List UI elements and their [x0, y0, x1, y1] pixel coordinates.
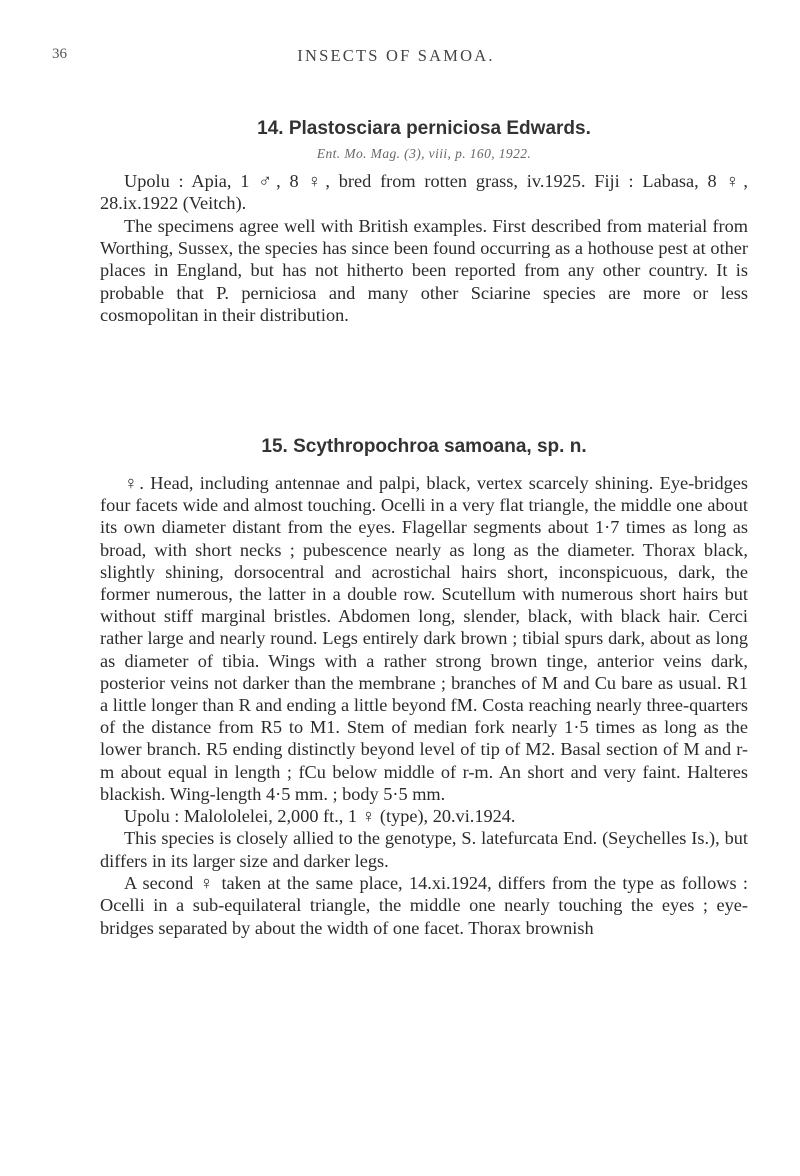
page-header	[52, 46, 740, 74]
species-heading: 14. Plastosciara perniciosa Edwards.	[257, 118, 591, 139]
affinity-paragraph: This species is closely allied to the genotype, S. latefurcata End. (Seychelles Is.), but differs in its larger size and darker legs.	[100, 828, 748, 871]
remarks-paragraph: The specimens agree well with British examples. First described from material from Worthing, Sussex, the species has since been found occurring as a hothouse pest at other places in England, but has not hitherto been reported from any other country. It is probable that P. perniciosa and many other Sciarine species are more or less cosmopolitan in their distribution.	[100, 215, 748, 326]
species-entry-14	[100, 118, 748, 326]
page-number: 36	[52, 46, 67, 62]
species-entry-15	[100, 436, 748, 939]
description-paragraph: ♀. Head, including antennae and palpi, black, vertex scarcely shining. Eye-bridges four facets wide and almost touching. Ocelli in a very flat triangle, the middle one about its own diameter distant from the eyes. Flagellar segments about 1·7 times as long as broad, with short necks ; pubescence nearly as long as the diameter. Thorax black, slightly shining, dorsocentral and acrostichal hairs short, inconspicuous, dark, the former numerous, the latter in a double row. Scutellum with numerous short hairs but without stiff marginal bristles. Abdomen long, slender, black, with black hair. Cerci rather large and nearly round. Legs entirely dark brown ; tibial spurs dark, about as long as diameter of tibia. Wings with a rather strong brown tinge, anterior veins dark, posterior veins not darker than the membrane ; branches of M and Cu bare as usual. R1 a little longer than R and ending a little beyond fM. Costa reaching nearly three-quarters of the distance from R5 to M1. Stem of median fork nearly 1·5 times as long as the lower branch. R5 ending distinctly beyond level of tip of M2. Basal section of M and r-m about equal in length ; fCu below middle of r-m. An short and very faint. Halteres blackish. Wing-length 4·5 mm. ; body 5·5 mm.	[100, 473, 748, 804]
second-specimen-paragraph: A second ♀ taken at the same place, 14.xi.1924, differs from the type as follows : Ocelli in a sub-equilateral triangle, the middle one nearly touching the eyes ; eye-bridges separated by about the width of one facet. Thorax brownish	[100, 873, 748, 938]
species-heading: 15. Scythropochroa samoana, sp. n.	[261, 436, 587, 457]
running-title: INSECTS OF SAMOA.	[297, 46, 495, 65]
collection-record: Upolu : Apia, 1 ♂, 8 ♀, bred from rotten grass, iv.1925. Fiji : Labasa, 8 ♀, 28.ix.1922 (Veitch).	[100, 171, 748, 214]
type-locality-record: Upolu : Malololelei, 2,000 ft., 1 ♀ (type), 20.vi.1924.	[124, 806, 516, 827]
citation: Ent. Mo. Mag. (3), viii, p. 160, 1922.	[316, 146, 532, 161]
